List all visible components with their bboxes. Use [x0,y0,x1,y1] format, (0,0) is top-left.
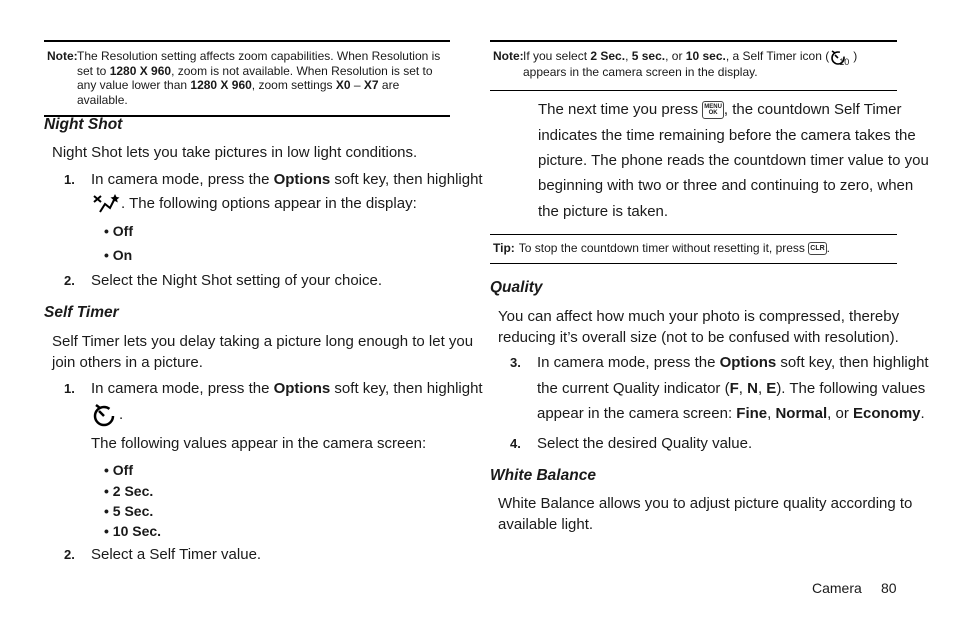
step-number: 1. [64,381,75,396]
self-timer-10-icon [829,49,853,65]
quality-step-3 [510,350,929,430]
note-text: If you select [523,49,591,64]
quality-intro-1: You can affect how much your photo is compressed, thereby [498,308,900,325]
step-text-line-2: . The following options appear in the display: [91,191,417,216]
note-bold: 1280 X 960 [109,63,172,78]
night-shot-heading: Night Shot [44,116,123,133]
note-label: Note: [493,49,524,63]
note-bold: 2 Sec. [590,49,626,64]
self-timer-intro-2: join others in a picture. [52,354,203,371]
tip-text: Tip: To stop the countdown timer without resetting it, press CLR . [493,241,831,255]
note-text: ) appears in the camera screen in the display. [523,49,858,79]
self-timer-icon [91,402,119,428]
right-column [490,40,897,91]
step-number: 4. [510,436,521,451]
note-bold: 1280 X 960 [190,78,252,92]
next-time-line-2: indicates the time remaining before the camera takes the [538,127,916,144]
tip-bottom-rule [490,263,897,264]
note-bold: 5 sec. [631,49,666,64]
next-time-line-3: picture. The phone reads the countdown timer value to you [538,152,929,169]
step-number: 1. [64,172,75,187]
clr-key-icon: CLR [808,242,826,255]
night-shot-intro: Night Shot lets you take pictures in low light conditions. [52,144,418,161]
self-timer-step-1 [64,376,483,430]
option-off: • Off [104,462,134,478]
quality-heading: Quality [490,279,543,296]
note-bold: 10 sec. [685,49,726,64]
option-5-sec: • 5 Sec. [104,503,154,519]
white-balance-intro-2: available light. [498,516,594,533]
next-time-line-1: The next time you press MENU OK , the countdown Self Timer [538,101,902,118]
self-timer-note [490,42,897,90]
step-text: In camera mode, press the Options soft key, then highlight [91,171,483,188]
quality-intro-2: reducing it’s overall size (not to be confused with resolution). [498,329,899,346]
note-bottom-rule [490,90,897,91]
option-on: • On [104,247,133,263]
note-text: , zoom settings [251,78,336,92]
tip-label: Tip: [493,241,515,255]
step-number: 2. [64,547,75,562]
tip-box [490,234,897,264]
menu-ok-key-icon: MENU OK [702,101,724,119]
resolution-note [44,42,450,115]
values-intro: The following values appear in the camera screen: [91,435,427,452]
step-text-line-3: appear in the camera screen: Fine, Normal, or Economy. [537,405,925,422]
note-text: , [625,49,632,64]
footer-section: Camera [812,580,862,596]
step-text: In camera mode, press the Options soft key, then highlight [537,354,929,371]
next-time-line-4: beginning with two or three and continuing to zero, when [538,177,914,194]
step-text: Select a Self Timer value. [91,546,262,563]
night-shot-icon [91,192,121,216]
left-column [44,40,450,117]
note-text: The Resolution setting affects zoom capabilities. When Resolution is set to [77,49,441,78]
timer-subscript: 10 [839,57,850,67]
step-text: Select the Night Shot setting of your choice. [91,272,382,289]
step-text: Select the desired Quality value. [537,435,753,452]
step-text-line-2: . [91,402,123,428]
self-timer-intro-1: Self Timer lets you delay taking a picture long enough to let you [52,333,474,350]
option-10-sec: • 10 Sec. [104,523,162,539]
step-number: 3. [510,355,521,370]
note-bold: X7 [363,78,379,92]
white-balance-intro-1: White Balance allows you to adjust picture quality according to [498,495,913,512]
next-time-line-5: the picture is taken. [538,203,669,220]
step-number: 2. [64,273,75,288]
white-balance-heading: White Balance [490,467,596,484]
page-number: 80 [881,580,897,596]
note-label: Note: [47,49,78,63]
option-2-sec: • 2 Sec. [104,483,154,499]
note-text: – [350,78,364,92]
note-bold: X0 [335,78,351,92]
option-off: • Off [104,223,134,239]
self-timer-heading: Self Timer [44,304,119,321]
note-text: , or [665,49,686,64]
step-text-line-2: the current Quality indicator (F, N, E). The following values [537,380,926,397]
note-text: , zoom is not available. When Resolution is set to any value lower than [77,63,433,92]
night-shot-step-1 [64,167,483,217]
note-text: , a Self Timer icon ( [725,49,830,64]
step-text: In camera mode, press the Options soft key, then highlight [91,380,483,397]
note-text: are available. [77,78,400,107]
